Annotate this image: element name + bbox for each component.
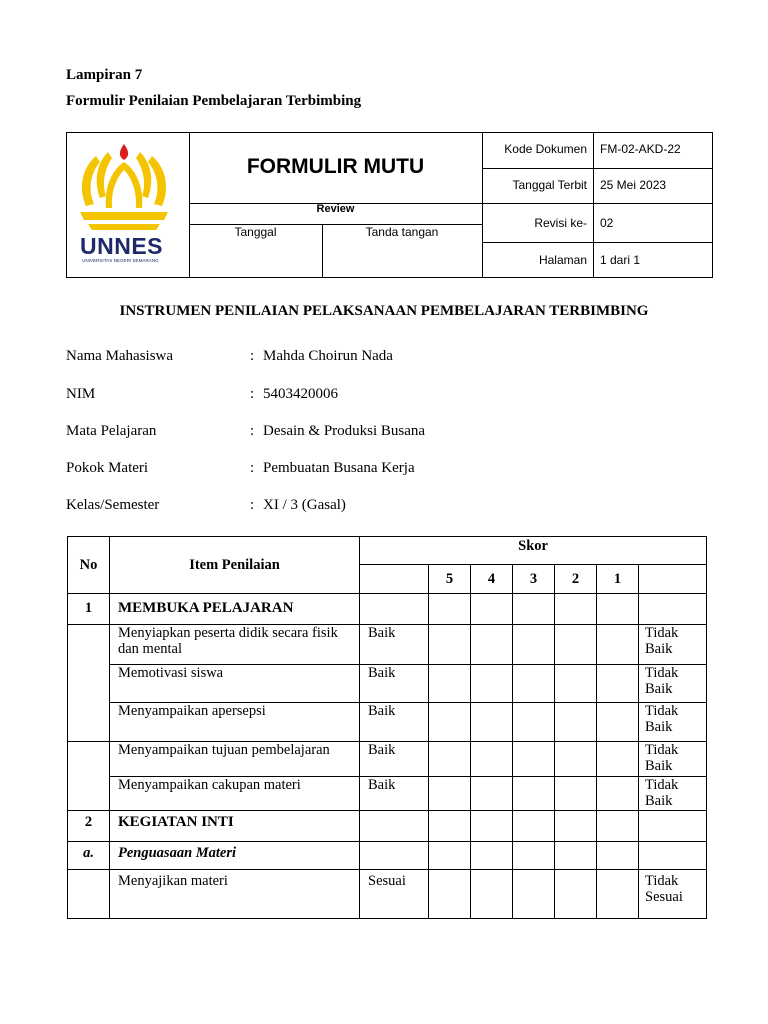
- table-row: [68, 625, 707, 665]
- form-title: FORMULIR MUTU: [246, 155, 425, 178]
- identity-label: Pokok Materi: [66, 460, 149, 476]
- identity-value: 5403420006: [263, 386, 338, 402]
- section-title: MEMBUKA PELAJARAN: [110, 594, 360, 625]
- identity-label: Nama Mahasiswa: [66, 348, 174, 364]
- col-header-item: Item Penilaian: [110, 537, 360, 594]
- meta-label: Kode Dokumen: [504, 142, 587, 156]
- section-number: 1: [68, 594, 110, 625]
- identity-label: NIM: [66, 386, 96, 402]
- identity-colon: :: [250, 348, 255, 364]
- table-row: [68, 703, 707, 742]
- unnes-logo: [74, 142, 174, 266]
- scale-high-label: Tidak Baik: [639, 777, 707, 811]
- identity-value: Mahda Choirun Nada: [263, 348, 393, 364]
- section-row: [68, 594, 707, 625]
- scale-low-label: Baik: [360, 625, 429, 665]
- scale-low-label: Baik: [360, 703, 429, 742]
- item-text: Menyiapkan peserta didik secara fisik dan mental: [110, 625, 360, 665]
- identity-colon: :: [250, 497, 255, 513]
- score-header-cell: [639, 565, 707, 594]
- identity-value: Pembuatan Busana Kerja: [263, 460, 415, 476]
- meta-label: Tanggal Terbit: [512, 178, 587, 192]
- table-row: [68, 665, 707, 703]
- identity-colon: :: [250, 423, 255, 439]
- scale-low-label: Baik: [360, 742, 429, 777]
- meta-value: FM-02-AKD-22: [600, 142, 681, 156]
- scale-high-label: Tidak Sesuai: [639, 870, 707, 919]
- col-header-skor: Skor: [360, 537, 707, 565]
- score-header-4: 4: [471, 565, 513, 594]
- subsection-number: a.: [68, 842, 110, 870]
- identity-label: Kelas/Semester: [66, 497, 160, 513]
- item-text: Menyampaikan tujuan pembelajaran: [110, 742, 360, 777]
- subsection-row: [68, 842, 707, 870]
- logo-wordmark: UNNES: [80, 233, 164, 259]
- identity-colon: :: [250, 460, 255, 476]
- tanda-tangan-label: Tanda tangan: [365, 225, 439, 239]
- item-text: Menyampaikan apersepsi: [110, 703, 360, 742]
- score-header-1: 1: [597, 565, 639, 594]
- assessment-table: [67, 536, 707, 919]
- identity-colon: :: [250, 386, 255, 402]
- meta-label: Halaman: [538, 253, 587, 267]
- table-row: [68, 742, 707, 777]
- logo-subtext: UNIVERSITAS NEGERI SEMARANG: [82, 258, 159, 263]
- item-text: Menyajikan materi: [110, 870, 360, 919]
- identity-label: Mata Pelajaran: [66, 423, 157, 439]
- review-label: Review: [316, 203, 355, 215]
- tanggal-label: Tanggal: [234, 225, 277, 239]
- score-header-5: 5: [429, 565, 471, 594]
- meta-value: 25 Mei 2023: [600, 178, 667, 192]
- score-header-cell: [360, 565, 429, 594]
- item-text: Menyampaikan cakupan materi: [110, 777, 360, 811]
- scale-high-label: Tidak Baik: [639, 703, 707, 742]
- table-row: [68, 777, 707, 811]
- meta-label: Revisi ke-: [534, 216, 587, 230]
- score-header-3: 3: [513, 565, 555, 594]
- scale-low-label: Baik: [360, 665, 429, 703]
- scale-low-label: Sesuai: [360, 870, 429, 919]
- table-row: [68, 870, 707, 919]
- score-header-2: 2: [555, 565, 597, 594]
- section-title: KEGIATAN INTI: [110, 811, 360, 842]
- meta-value: 1 dari 1: [600, 253, 641, 267]
- identity-value: XI / 3 (Gasal): [263, 497, 346, 513]
- document-subtitle: Formulir Penilaian Pembelajaran Terbimbing: [66, 93, 362, 109]
- subsection-title: Penguasaan Materi: [110, 842, 360, 870]
- meta-value: 02: [600, 216, 614, 230]
- lampiran-label: Lampiran 7: [66, 67, 143, 83]
- section-row: [68, 811, 707, 842]
- scale-high-label: Tidak Baik: [639, 625, 707, 665]
- section-number: 2: [68, 811, 110, 842]
- col-header-no: No: [68, 537, 110, 594]
- scale-low-label: Baik: [360, 777, 429, 811]
- instrument-title: INSTRUMEN PENILAIAN PELAKSANAAN PEMBELAJARAN TERBIMBING: [119, 303, 649, 319]
- item-text: Memotivasi siswa: [110, 665, 360, 703]
- scale-high-label: Tidak Baik: [639, 742, 707, 777]
- scale-high-label: Tidak Baik: [639, 665, 707, 703]
- identity-value: Desain & Produksi Busana: [263, 423, 426, 439]
